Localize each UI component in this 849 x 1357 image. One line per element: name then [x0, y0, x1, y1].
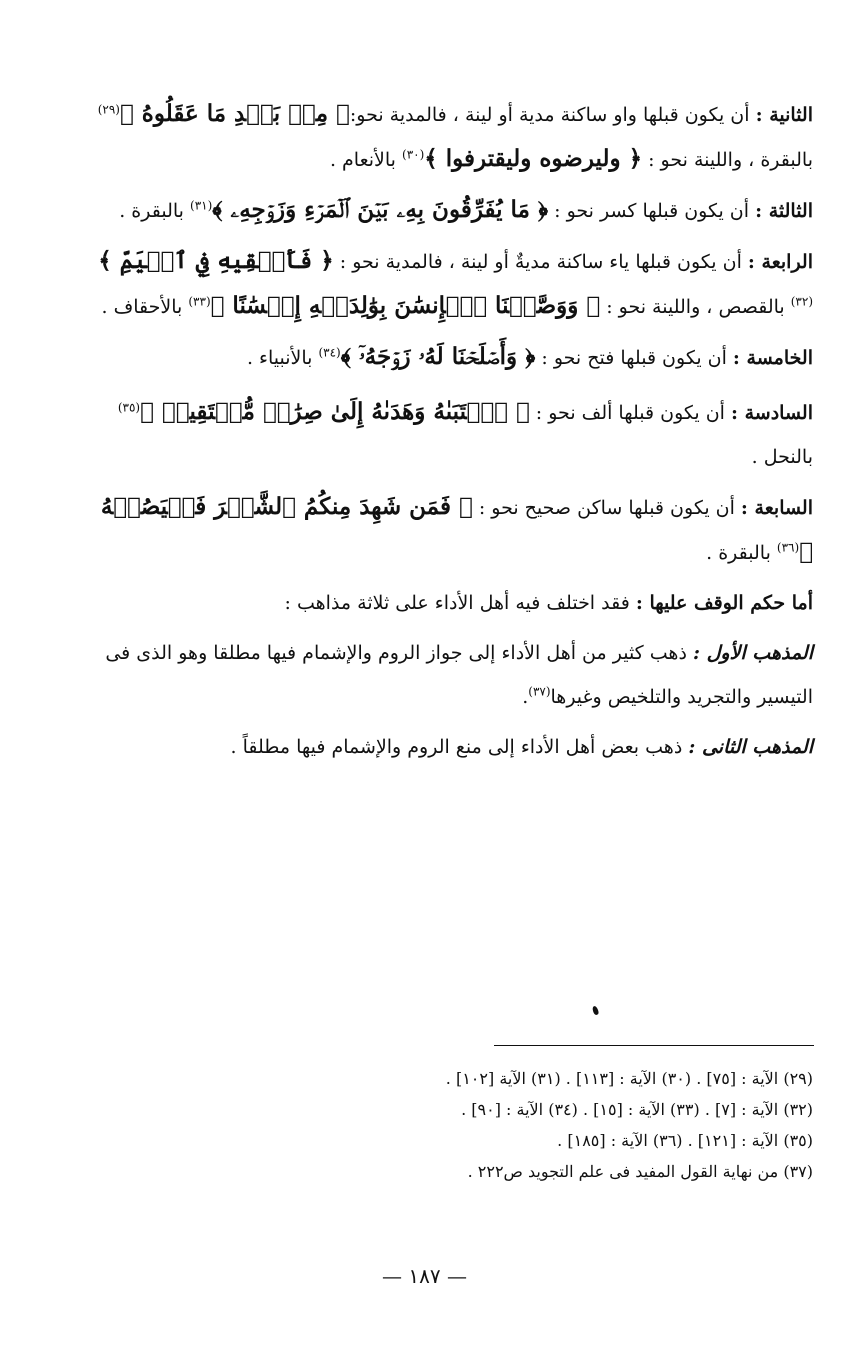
- paragraph-fourth: [84, 239, 813, 329]
- term-sixth: السادسة :: [730, 402, 813, 424]
- footnote-ref: (٢٩): [97, 102, 120, 117]
- footnote-ref: (٣١): [190, 198, 213, 213]
- footnote-ref: (٣٥): [117, 400, 141, 415]
- text: بالنحل .: [751, 446, 813, 468]
- footnote-line: (٣٧) من نهاية القول المفيد فى علم التجويد ص٢٢٢ .: [467, 1162, 813, 1181]
- quran-verse: ﴿ مِنۢ بَعۡدِ مَا عَقَلُوهُ ﴾: [119, 100, 350, 127]
- footnote-ref: (٣٧): [528, 684, 551, 699]
- paragraph-madhhab-second: [84, 725, 813, 769]
- footnote-ref: (٣٠): [402, 147, 425, 162]
- text: أن يكون قبلها ساكن صحيح نحو :: [472, 497, 741, 519]
- paragraph-madhhab-first: [84, 631, 813, 719]
- text: ذهب بعض أهل الأداء إلى منع الروم والإشمام فيها مطلقاً .: [230, 736, 689, 758]
- text: أن يكون قبلها واو ساكنة مدية أو لينة ، فالمدية نحو:: [349, 104, 756, 126]
- term-ruling: أما حكم الوقف عليها :: [635, 592, 813, 614]
- text: .: [522, 686, 529, 708]
- footnote-line: (٣٥) الآية : [١٢١] . (٣٦) الآية : [١٨٥] .: [557, 1131, 813, 1150]
- term-fifth: الخامسة :: [732, 347, 813, 369]
- footnote-ref: (٣٣): [188, 294, 211, 309]
- footnote-line: (٣٢) الآية : [٧] . (٣٣) الآية : [١٥] . (٣٤) الآية : [٩٠] .: [461, 1100, 813, 1119]
- quran-verse: ﴿ وليرضوه وليقترفوا ﴾: [424, 145, 643, 172]
- quran-verse: ﴿ ٱجۡتَبَىٰهُ وَهَدَىٰهُ إِلَىٰ صِرَٰطٖ مُّسۡتَقِيمٖ ﴾: [140, 398, 530, 425]
- footnote-ref: (٣٤): [318, 345, 341, 360]
- footnote-ref: (٣٢): [790, 294, 813, 309]
- term-second: الثانية :: [755, 104, 813, 126]
- term-fourth: الرابعة :: [747, 251, 813, 273]
- footnotes: [213, 1063, 813, 1187]
- page-number: — ١٨٧ —: [382, 1264, 467, 1288]
- footnote-line: (٢٩) الآية : [٧٥] . (٣٠) الآية : [١١٣] . (٣١) الآية [١٠٢] .: [445, 1069, 813, 1088]
- text: بالبقرة .: [119, 200, 190, 222]
- text: بالأحقاف .: [101, 296, 189, 318]
- text: ذهب كثير من أهل الأداء إلى جواز الروم والإشمام فيها مطلقا وهو الذى فى التيسير والتجريد والتلخيص وغيرها: [105, 642, 813, 708]
- paragraph-seventh: [84, 485, 813, 575]
- quran-verse: ﴿ فَأَلۡقِيهِ فِي ٱلۡيَمِّ ﴾: [98, 247, 334, 274]
- footnote-separator: [494, 1045, 814, 1046]
- term-third: الثالثة :: [755, 200, 813, 222]
- text: أن يكون قبلها ياء ساكنة مديةٌ أو لينة ، فالمدية نحو :: [333, 251, 748, 273]
- paragraph-third: [84, 188, 813, 233]
- text: فقد اختلف فيه أهل الأداء على ثلاثة مذاهب :: [284, 592, 636, 614]
- text: بالأنعام .: [329, 149, 403, 171]
- paragraph-fifth: [84, 335, 813, 380]
- text: بالأنبياء .: [246, 347, 319, 369]
- text: أن يكون قبلها فتح نحو :: [535, 347, 733, 369]
- footnote-ref: (٣٦): [776, 540, 800, 555]
- quran-verse: ﴿ مَا يُفَرِّقُونَ بِهِۦ بَيۡنَ ٱلۡمَرۡءِ وَزَوۡجِهِۦ ﴾: [212, 196, 549, 223]
- quran-verse: ﴿ وَوَصَّيۡنَا ٱلۡإِنسَٰنَ بِوَٰلِدَيۡهِ إِحۡسَٰنًا ﴾: [210, 292, 601, 319]
- quran-verse: ﴿ وَأَصۡلَحۡنَا لَهُۥ زَوۡجَهُۥٓ ﴾: [340, 343, 536, 370]
- paragraph-sixth: [84, 390, 813, 479]
- text: بالبقرة .: [706, 542, 777, 564]
- paragraph-second: [84, 92, 813, 182]
- text: بالبقرة ، واللينة نحو :: [642, 149, 813, 171]
- term-seventh: السابعة :: [740, 497, 813, 519]
- term-madhhab-first: المذهب الأول :: [692, 642, 813, 664]
- text: أن يكون قبلها ألف نحو :: [529, 402, 731, 424]
- term-madhhab-second: المذهب الثانى :: [688, 736, 813, 758]
- paragraph-ruling: [84, 581, 813, 625]
- text: بالقصص ، واللينة نحو :: [600, 296, 791, 318]
- text: أن يكون قبلها كسر نحو :: [548, 200, 756, 222]
- quran-verse: ﴿ فَمَن شَهِدَ مِنكُمُ ٱلشَّهۡرَ فَلۡيَصُمۡهُ ﴾: [100, 493, 813, 565]
